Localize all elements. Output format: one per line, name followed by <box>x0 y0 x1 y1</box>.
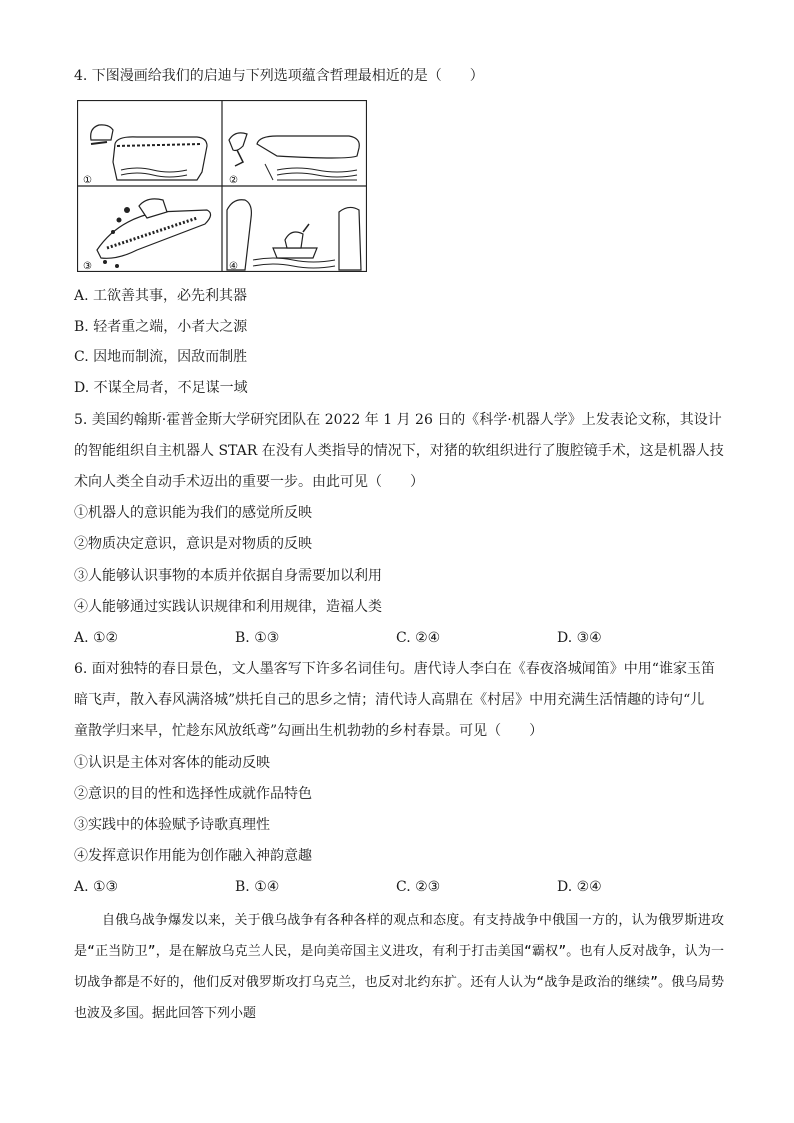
q6-statement-3: ③实践中的体验赋予诗歌真理性 <box>74 817 270 833</box>
q6-statement-4: ④发挥意识作用能为创作融入神韵意趣 <box>74 848 312 864</box>
q6-statement-2: ②意识的目的性和选择性成就作品特色 <box>74 786 312 802</box>
q6-choice-c[interactable]: C. ②③ <box>396 879 441 895</box>
q6-choice-b[interactable]: B. ①④ <box>235 879 280 895</box>
q5-choice-d[interactable]: D. ③④ <box>557 630 602 646</box>
q5-stem-line-2: 的智能组织自主机器人 STAR 在没有人类指导的情况下，对猪的软组织进行了腹腔镜手术，这是机器人技 <box>74 443 724 459</box>
q4-option-c[interactable]: C. 因地而制流，因敌而制胜 <box>74 349 248 365</box>
panel-label-2: ② <box>229 175 238 186</box>
q5-choice-a[interactable]: A. ①② <box>74 630 119 646</box>
q4-option-b[interactable]: B. 轻者重之端，小者大之源 <box>74 319 248 335</box>
q5-choice-b[interactable]: B. ①③ <box>235 630 280 646</box>
q5-statement-2: ②物质决定意识，意识是对物质的反映 <box>74 536 312 552</box>
q5-stem-line-1: 5. 美国约翰斯·霍普金斯大学研究团队在 2022 年 1 月 26 日的《科学·机器人学》上发表论文称，其设计 <box>74 412 722 428</box>
q5-stem-line-3: 术向人类全自动手术迈出的重要一步。由此可见（ ） <box>74 474 424 490</box>
panel-label-1: ① <box>83 175 92 186</box>
reading-passage-text: 自俄乌战争爆发以来，关于俄乌战争有各种各样的观点和态度。有支持战争中俄国一方的，认为俄罗斯进攻是“正当防卫”，是在解放乌克兰人民，是向美帝国主义进攻，有利于打击美国“霸权”。也有人反对战争，认为一切战争都是不好的，他们反对俄罗斯攻打乌克兰，也反对北约东扩。还有人认为“战争是政治的继续”。俄乌局势也波及多国。据此回答下列小题 <box>74 913 724 1021</box>
q4-cartoon-figure <box>77 100 367 272</box>
q5-statement-4: ④人能够通过实践认识规律和利用规律，造福人类 <box>74 599 382 615</box>
q5-statement-3: ③人能够认识事物的本质并依据自身需要加以利用 <box>74 568 382 584</box>
q6-stem-line-2: 暗飞声，散入春风满洛城”烘托自己的思乡之情；清代诗人高鼎在《村居》中用充满生活情趣的诗句“儿 <box>74 692 705 708</box>
panel-label-3: ③ <box>83 261 92 272</box>
q6-statement-1: ①认识是主体对客体的能动反映 <box>74 755 270 771</box>
q6-stem-line-1: 6. 面对独特的春日景色，文人墨客写下许多名词佳句。唐代诗人李白在《春夜洛城闻笛》中用“谁家玉笛 <box>74 661 715 677</box>
panel-label-4: ④ <box>229 261 238 272</box>
q4-option-a[interactable]: A. 工欲善其事，必先利其器 <box>74 288 248 304</box>
q5-statement-1: ①机器人的意识能为我们的感觉所反映 <box>74 505 312 521</box>
q4-stem: 4. 下图漫画给我们的启迪与下列选项蕴含哲理最相近的是（ ） <box>74 68 484 84</box>
q6-choice-a[interactable]: A. ①③ <box>74 879 119 895</box>
q5-choice-c[interactable]: C. ②④ <box>396 630 441 646</box>
q6-choice-d[interactable]: D. ②④ <box>557 879 602 895</box>
reading-passage <box>74 905 724 1029</box>
q6-stem-line-3: 童散学归来早，忙趁东风放纸鸢”勾画出生机勃勃的乡村春景。可见（ ） <box>74 723 544 739</box>
q4-option-d[interactable]: D. 不谋全局者，不足谋一域 <box>74 380 248 396</box>
